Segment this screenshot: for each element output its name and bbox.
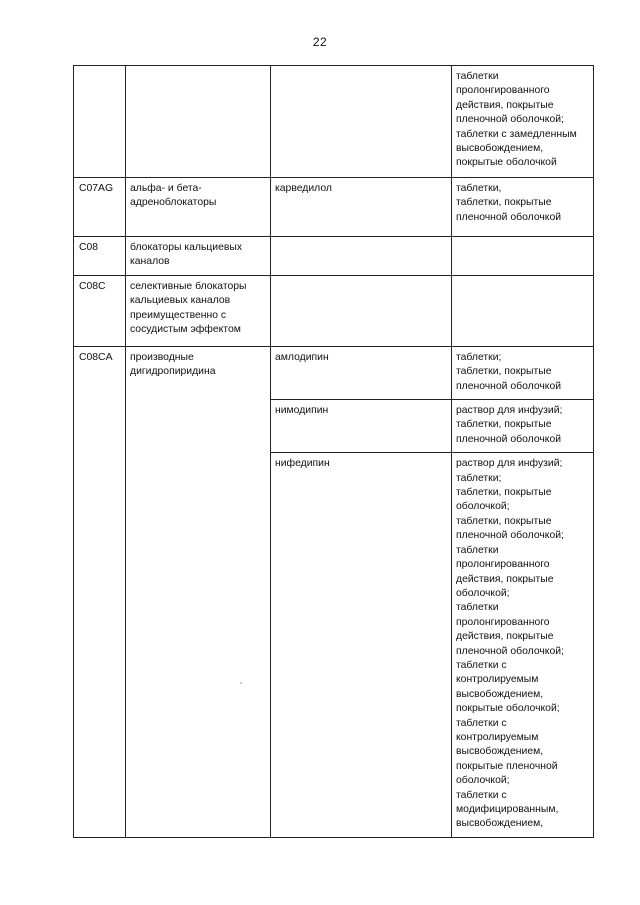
cell-text-line: таблетки, покрытые — [456, 419, 552, 431]
atc-code-cell — [74, 66, 126, 178]
cell-text-line: модифицированным, — [456, 804, 559, 815]
dosage-form-cell — [452, 453, 594, 838]
drug-cell: карведилол — [271, 178, 452, 237]
cell-text-line: высвобождением, — [456, 688, 544, 700]
table-row — [74, 346, 594, 399]
cell-text-line: преимущественно с — [130, 309, 227, 321]
drug-cell — [271, 237, 452, 276]
group-cell — [126, 275, 271, 346]
drug-cell — [271, 66, 452, 178]
cell-text-line: таблетки с — [456, 717, 507, 729]
cell-text-line: пролонгированного — [456, 85, 550, 97]
table-row — [74, 275, 594, 346]
cell-text-line: кальциевых каналов — [130, 295, 231, 307]
dosage-form-cell — [452, 346, 594, 399]
cell-text-line: таблетки, покрытые — [456, 487, 552, 499]
cell-text-line: пленочной оболочкой; — [456, 114, 564, 126]
cell-text-line: таблетки; — [456, 351, 502, 363]
cell-text-line: сосудистым эффектом — [130, 324, 241, 336]
cell-text-line: пролонгированного — [456, 616, 550, 628]
drug-classification-table — [73, 65, 594, 838]
cell-text-line: высвобождением, — [456, 818, 544, 830]
cell-text-line: адреноблокаторы — [130, 197, 217, 209]
cell-text-line: таблетки, покрытые — [456, 366, 552, 378]
cell-text-line: пленочной оболочкой; — [456, 530, 564, 542]
cell-text-line: пленочной оболочкой — [456, 433, 562, 445]
cell-text-line: таблетки; — [456, 472, 502, 484]
group-cell — [126, 178, 271, 237]
cell-text-line: дигидропиридина — [130, 366, 216, 378]
drug-cell: нифедипин — [271, 453, 452, 838]
cell-text-line: пролонгированного — [456, 559, 550, 571]
dosage-form-cell — [452, 237, 594, 276]
atc-code-cell: C08CA — [74, 346, 126, 837]
cell-text-line: оболочкой; — [456, 587, 510, 599]
cell-text-line: контролируемым — [456, 674, 539, 686]
page-number: 22 — [312, 35, 328, 49]
table-row — [74, 178, 594, 237]
cell-text-line: раствор для инфузий; — [456, 405, 563, 417]
cell-text-line: высвобождением, — [456, 746, 544, 758]
cell-text-line: каналов — [130, 256, 170, 268]
atc-code-cell: C07AG — [74, 178, 126, 237]
cell-text-line: действия, покрытые — [456, 573, 554, 585]
cell-text-line: покрытые оболочкой — [456, 157, 557, 169]
atc-code-cell: C08 — [74, 237, 126, 276]
cell-text-line: пленочной оболочкой — [456, 211, 562, 223]
cell-text-line: производные — [130, 351, 194, 363]
cell-text-line: оболочкой; — [456, 501, 510, 513]
scan-speck — [240, 682, 242, 684]
cell-text-line: контролируемым — [456, 731, 539, 743]
cell-text-line: блокаторы кальциевых — [130, 242, 243, 253]
atc-code-cell: C08C — [74, 275, 126, 346]
dosage-form-cell — [452, 66, 594, 178]
cell-text-line: пленочной оболочкой; — [456, 645, 564, 657]
cell-text-line: таблетки с замедленным — [456, 128, 577, 140]
dosage-form-cell — [452, 275, 594, 346]
drug-cell: амлодипин — [271, 346, 452, 399]
drug-cell: нимодипин — [271, 400, 452, 453]
cell-text-line: таблетки, — [456, 183, 502, 194]
cell-text-line: действия, покрытые — [456, 99, 554, 111]
group-cell — [126, 346, 271, 837]
group-cell — [126, 66, 271, 178]
table-row — [74, 237, 594, 276]
cell-text-line: селективные блокаторы — [130, 280, 247, 292]
cell-text-line: таблетки с — [456, 659, 507, 671]
drug-cell — [271, 275, 452, 346]
cell-text-line: таблетки с — [456, 789, 507, 801]
cell-text-line: таблетки, покрытые — [456, 197, 552, 209]
cell-text-line: таблетки, покрытые — [456, 515, 552, 527]
cell-text-line: таблетки — [456, 544, 499, 556]
cell-text-line: раствор для инфузий; — [456, 458, 563, 470]
cell-text-line: покрытые оболочкой; — [456, 703, 560, 715]
cell-text-line: альфа- и бета- — [130, 183, 202, 194]
table-row — [74, 66, 594, 178]
cell-text-line: покрытые пленочной — [456, 760, 558, 772]
dosage-form-cell — [452, 178, 594, 237]
dosage-form-cell — [452, 400, 594, 453]
cell-text-line: высвобождением, — [456, 143, 544, 155]
cell-text-line: таблетки — [456, 71, 499, 82]
cell-text-line: действия, покрытые — [456, 631, 554, 643]
cell-text-line: оболочкой; — [456, 775, 510, 787]
cell-text-line: таблетки — [456, 602, 499, 614]
group-cell — [126, 237, 271, 276]
cell-text-line: пленочной оболочкой — [456, 380, 562, 392]
